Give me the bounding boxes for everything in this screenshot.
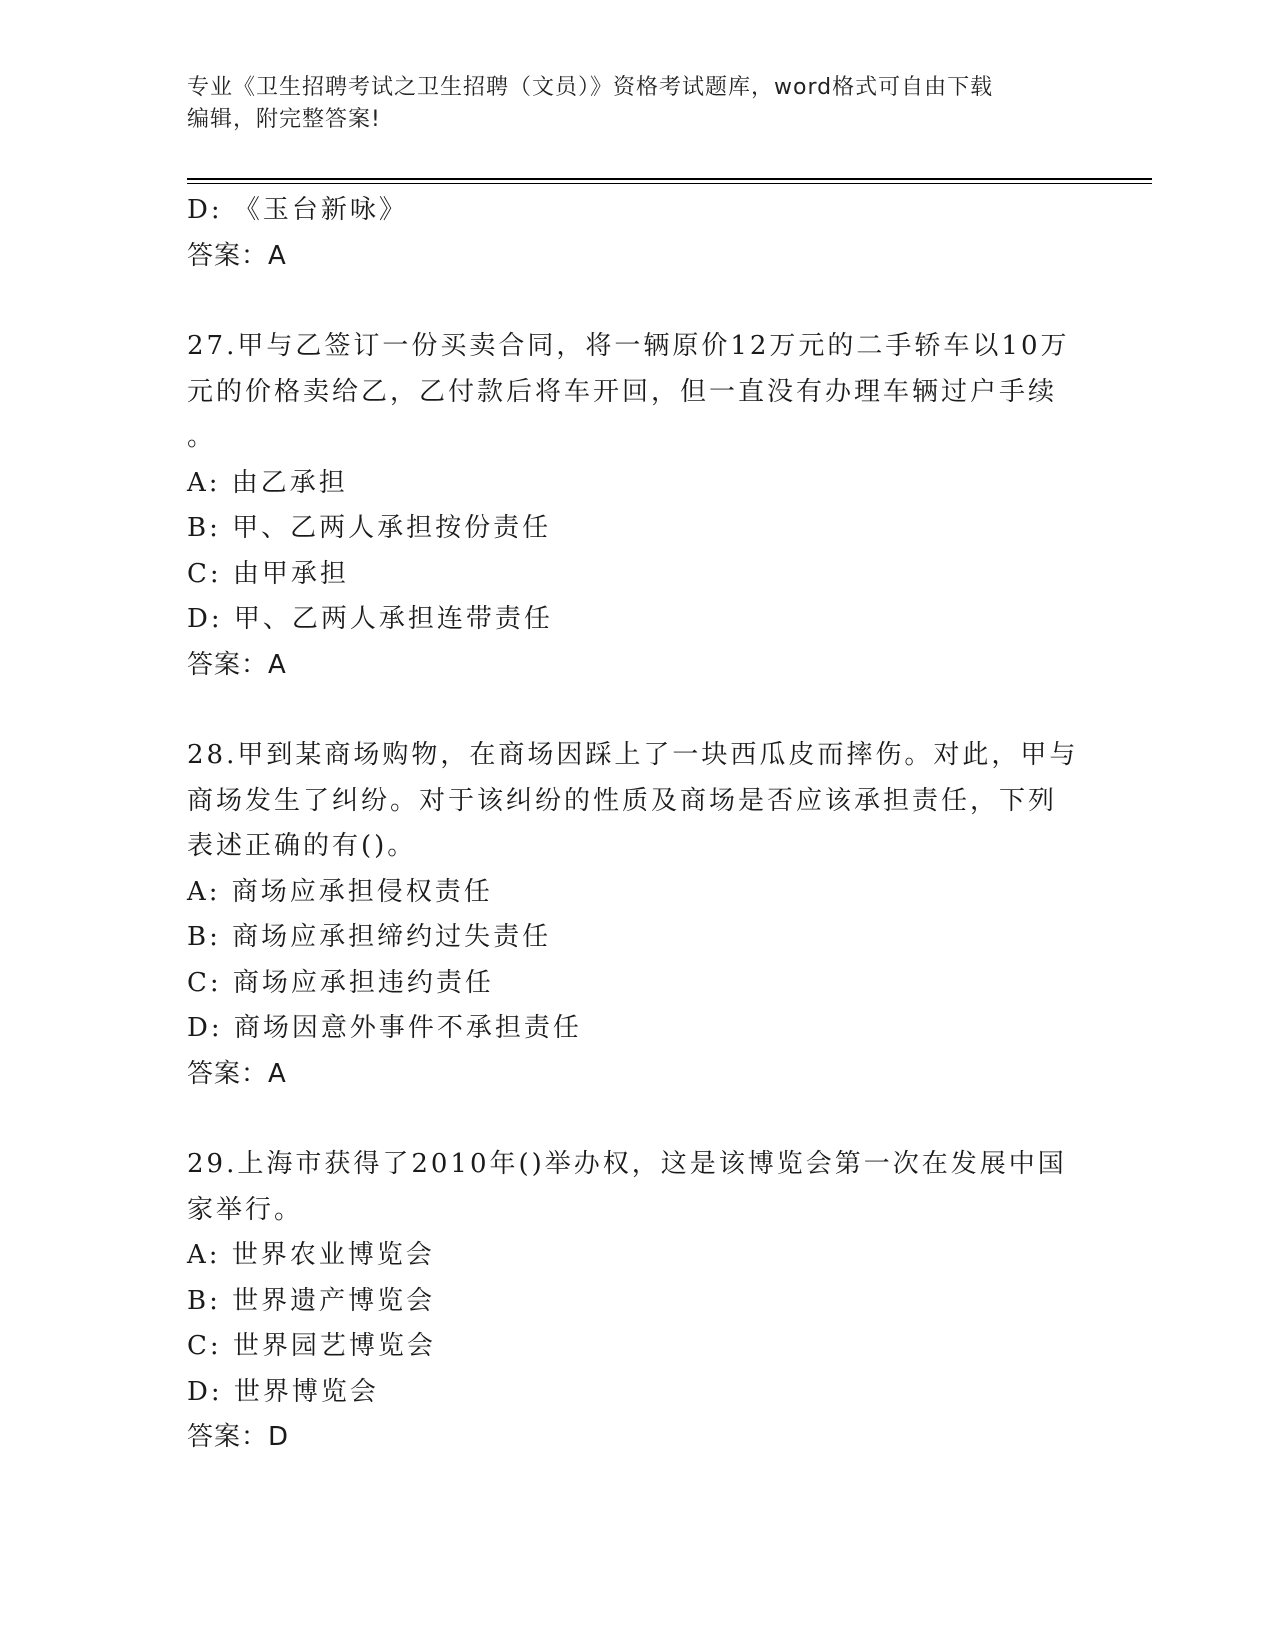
option-d: D: 甲、乙两人承担连带责任 [187, 604, 553, 634]
option-a: A: 世界农业博览会 [187, 1240, 435, 1270]
answer-line: 答案：A [187, 240, 287, 271]
previous-question-tail [187, 188, 1067, 279]
option-c: C: 商场应承担违约责任 [187, 967, 494, 998]
answer-line: 答案：A [187, 649, 287, 680]
spacer [187, 1097, 1067, 1142]
question-stem-line: 元的价格卖给乙，乙付款后将车开回，但一直没有办理车辆过户手续 [187, 376, 1058, 407]
question-stem-line: 家举行。 [187, 1194, 304, 1225]
option-d: D: 世界博览会 [187, 1376, 379, 1407]
option-c: C: 世界园艺博览会 [187, 1331, 436, 1361]
option-a: A: 商场应承担侵权责任 [187, 876, 493, 907]
question-stem-line: 27.甲与乙签订一份买卖合同，将一辆原价12万元的二手轿车以10万 [187, 331, 1070, 361]
header-rule-thin [187, 183, 1152, 184]
header-line-2: 编辑，附完整答案! [187, 107, 381, 132]
question-stem-line: 29.上海市获得了2010年()举办权，这是该博览会第一次在发展中国 [187, 1149, 1067, 1179]
spacer [187, 279, 1067, 324]
option-c: C: 由甲承担 [187, 558, 349, 589]
question-content [187, 188, 1079, 1461]
option-d: D: 商场因意外事件不承担责任 [187, 1013, 582, 1043]
header-line-1: 专业《卫生招聘考试之卫生招聘（文员）》资格考试题库，word格式可自由下载 [187, 75, 994, 100]
question-29 [187, 1142, 1067, 1461]
answer-line: 答案：D [187, 1422, 290, 1452]
option-d: D: 《玉台新咏》 [187, 195, 408, 225]
option-b: B: 甲、乙两人承担按份责任 [187, 513, 552, 543]
header-rule-thick [187, 178, 1152, 180]
question-27 [187, 324, 1070, 688]
option-b: B: 商场应承担缔约过失责任 [187, 922, 552, 952]
option-a: A: 由乙承担 [187, 467, 348, 498]
question-28 [187, 733, 1079, 1097]
question-stem-line: 。 [187, 422, 217, 452]
answer-line: 答案：A [187, 1058, 287, 1089]
page-header [187, 72, 1067, 136]
question-stem-line: 表述正确的有()。 [187, 831, 417, 861]
question-stem-line: 商场发生了纠纷。对于该纠纷的性质及商场是否应该承担责任，下列 [187, 785, 1058, 816]
spacer [187, 688, 1067, 733]
option-b: B: 世界遗产博览会 [187, 1285, 436, 1316]
question-stem-line: 28.甲到某商场购物，在商场因踩上了一块西瓜皮而摔伤。对此，甲与 [187, 740, 1079, 770]
